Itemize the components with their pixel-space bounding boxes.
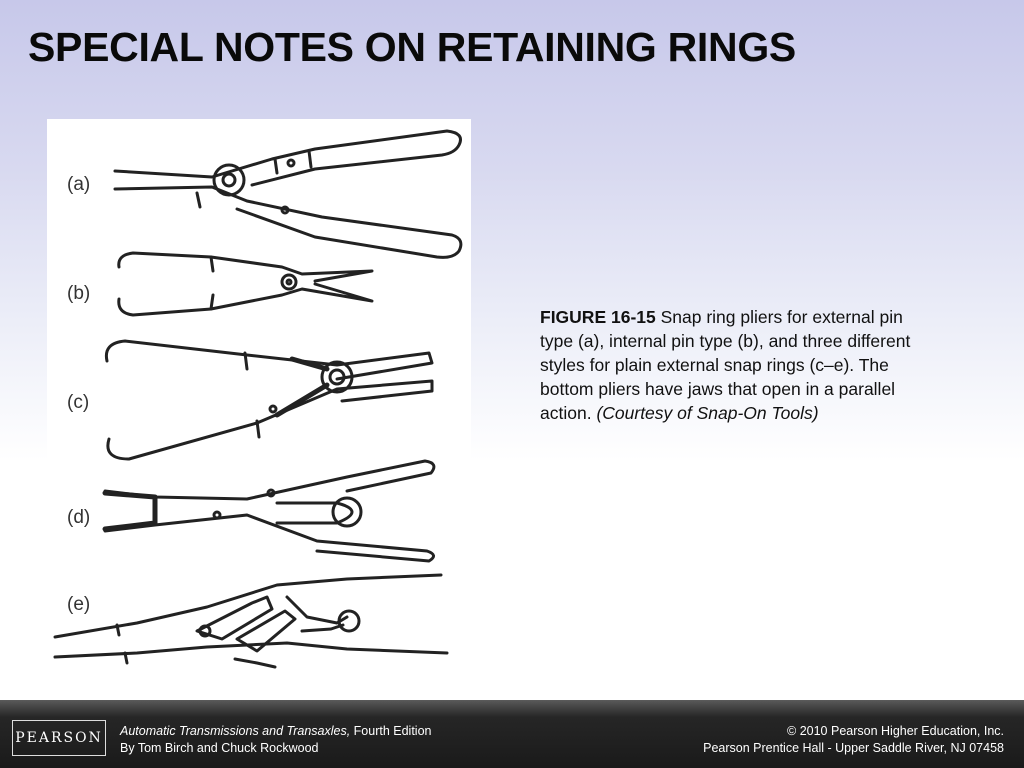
panel-label-e: (e) [67, 594, 91, 615]
book-edition: Fourth Edition [350, 724, 432, 738]
slide-title: SPECIAL NOTES ON RETAINING RINGS [28, 24, 796, 70]
publisher-text: Pearson Prentice Hall - Upper Saddle River, NJ 07458 [703, 741, 1004, 755]
caption-text: Snap ring pliers for external pin type (a), internal pin type (b), and three different styles for plain external snap rings (c–e). The bottom pliers have jaws that open in a parallel action. [540, 307, 911, 423]
pliers-illustration [47, 119, 471, 674]
panel-label-b: (b) [67, 283, 91, 304]
footer-book-info [120, 723, 431, 757]
pliers-a [115, 131, 461, 257]
book-title: Automatic Transmissions and Transaxles, [120, 724, 351, 738]
panel-label-d: (d) [67, 507, 91, 528]
pliers-e [55, 575, 447, 667]
panel-label-c: (c) [67, 392, 90, 413]
slide-footer [0, 700, 1024, 768]
footer-publisher-info [703, 723, 1004, 757]
snap-ring-pliers-figure [47, 119, 471, 674]
pearson-logo: PEARSON [12, 720, 106, 756]
caption-credit: (Courtesy of Snap-On Tools) [596, 403, 819, 423]
pliers-b [119, 253, 372, 315]
pliers-d [105, 461, 434, 561]
figure-label: FIGURE 16-15 [540, 307, 656, 327]
pliers-c [106, 341, 432, 459]
figure-caption [540, 305, 940, 425]
book-authors: By Tom Birch and Chuck Rockwood [120, 741, 319, 755]
copyright-text: © 2010 Pearson Higher Education, Inc. [787, 724, 1004, 738]
panel-label-a: (a) [67, 174, 91, 195]
footer-book-line [120, 723, 431, 740]
